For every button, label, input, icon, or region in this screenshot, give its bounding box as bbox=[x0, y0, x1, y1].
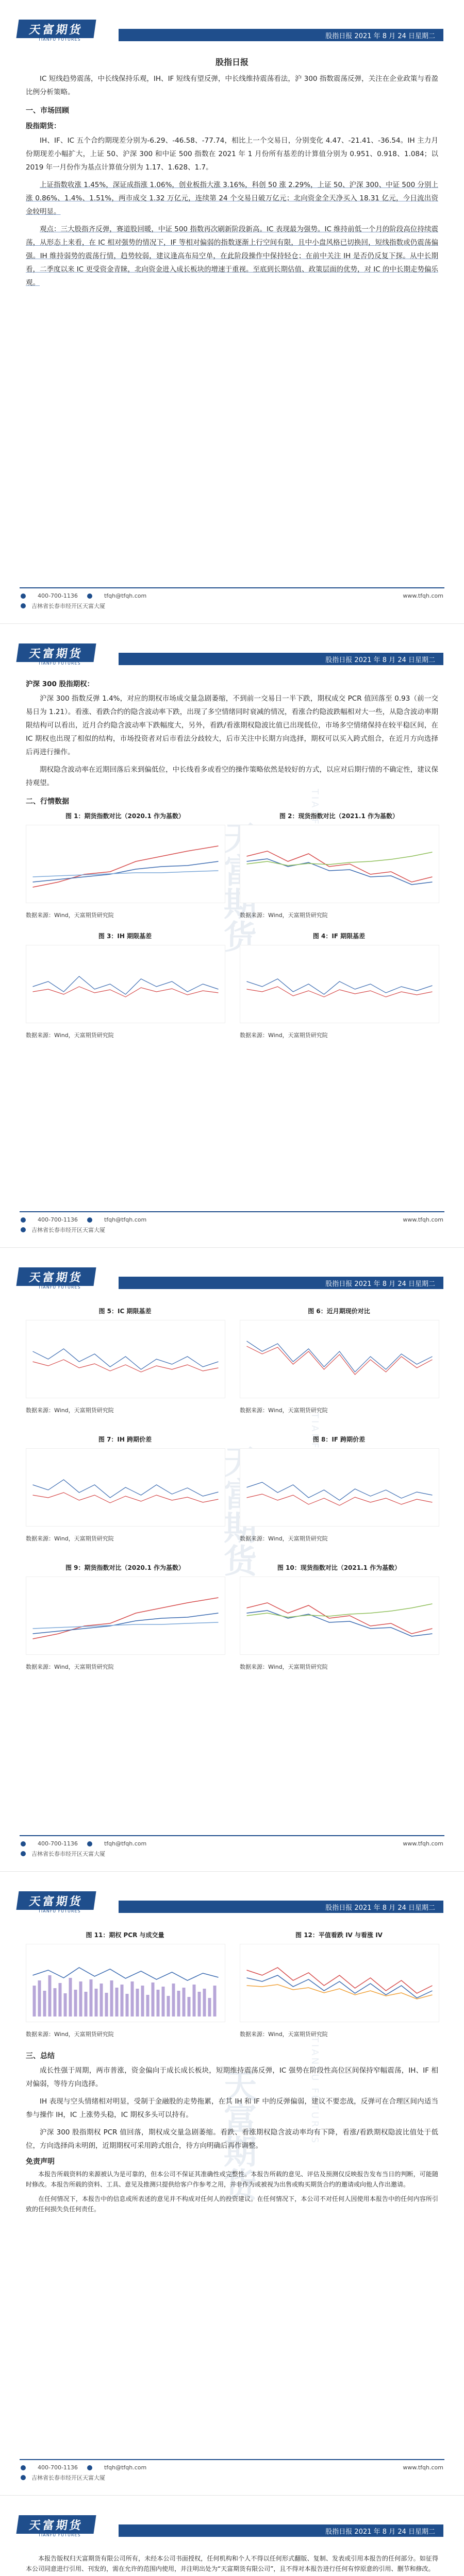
chart-figure-5 bbox=[26, 1320, 225, 1398]
figure-7: 图 7：IH 跨期价差 数据来源：Wind，天富期货研究院 bbox=[26, 1433, 224, 1546]
watermark-en: TIANFU FUTURES bbox=[309, 789, 320, 897]
page-footer: 400-700-1136 tfqh@tfqh.com 吉林省长春市经开区天富大厦 www.tfqh.com bbox=[0, 1211, 464, 1234]
figure-3: 图 3：IH 期限基差 数据来源：Wind，天富期货研究院 bbox=[26, 929, 224, 1042]
phone-icon bbox=[21, 594, 26, 599]
chart-figure-12 bbox=[240, 1944, 439, 2022]
website-link[interactable]: www.tfqh.com bbox=[403, 1840, 443, 1847]
figure-8: 图 8：IF 跨期价差 数据来源：Wind，天富期货研究院 bbox=[240, 1433, 438, 1546]
email-link[interactable]: tfqh@tfqh.com bbox=[104, 1216, 147, 1223]
figure-1: 图 1：期货指数对比（2020.1 作为基数） 数据来源：Wind，天富期货研究院 bbox=[26, 809, 224, 922]
email-icon bbox=[87, 594, 92, 599]
page-header bbox=[0, 2509, 464, 2540]
page-footer: 400-700-1136 tfqh@tfqh.com 吉林省长春市经开区天富大厦 www.tfqh.com bbox=[0, 2459, 464, 2482]
report-page-2 bbox=[0, 624, 464, 1248]
chart-figure-11 bbox=[26, 1944, 225, 2022]
chart-figure-1 bbox=[26, 825, 225, 903]
phone-icon bbox=[21, 2465, 26, 2470]
figure-12: 图 12：平值看跌 IV 与看涨 IV 数据来源：Wind，天富期货研究院 bbox=[240, 1928, 438, 2041]
paragraph-options-2: 期权隐含波动率在近期回落后来到偏低位，中长线看多或看空的操作策略依然是较好的方式，以应对后期行情的不确定性，建议保持观望。 bbox=[26, 766, 438, 787]
brand-logo: 天富期货 TIANFU FUTURES bbox=[18, 15, 115, 42]
summary-paragraph-3: 沪深 300 股指期权 PCR 值回落，期权成交量急剧萎缩。看跌、看涨期权隐含波动率均有下降，看涨/看跌期权隐波比值处于低位，方向选择尚未明朗，近期期权可采用跨式组合，待方向明确后再作调整。 bbox=[26, 2128, 438, 2150]
location-icon bbox=[21, 603, 26, 608]
watermark-en: TIANFU FUTURES bbox=[309, 2037, 320, 2145]
email-icon bbox=[87, 2465, 92, 2470]
brand-logo: 天富期货 TIANFU FUTURES bbox=[18, 2511, 115, 2538]
report-page-4 bbox=[0, 1872, 464, 2496]
intro-paragraph: IC 短线趋势震荡，中长线保持乐观，IH、IF 短线有望反弹，中长线维持震荡看法，沪 300 指数震荡反弹，关注在企业政策与看盈比例分析策略。 bbox=[26, 75, 438, 96]
website-link[interactable]: www.tfqh.com bbox=[403, 2464, 443, 2471]
phone-icon bbox=[21, 1217, 26, 1223]
subheading-options: 沪深 300 股指期权： bbox=[26, 680, 94, 688]
brand-logo: 天富期货 TIANFU FUTURES bbox=[18, 639, 115, 666]
chart-figure-9 bbox=[26, 1577, 225, 1655]
email-link[interactable]: tfqh@tfqh.com bbox=[104, 1840, 147, 1847]
watermark: 天富期货 bbox=[218, 821, 256, 953]
figure-2: 图 2：现货指数对比（2021.1 作为基数） 数据来源：Wind，天富期货研究院 bbox=[240, 809, 438, 922]
page-header bbox=[0, 637, 464, 668]
website-link[interactable]: www.tfqh.com bbox=[403, 592, 443, 599]
watermark: 天富期货 bbox=[218, 1445, 256, 1577]
phone-icon bbox=[21, 1841, 26, 1846]
brand-logo: 天富期货 TIANFU FUTURES bbox=[18, 1887, 115, 1914]
watermark: 天富期货 bbox=[218, 2069, 256, 2200]
chart-figure-10 bbox=[240, 1577, 439, 1655]
location-icon bbox=[21, 1851, 26, 1856]
figure-11: 图 11：期权 PCR 与成交量 数据来源：Wind，天富期货研究院 bbox=[26, 1928, 224, 2041]
paragraph-options: 沪深 300 指数反弹 1.4%，对应的期权市场成交量急剧萎缩，不到前一交易日一半下跌，期权成交 PCR 值回落至 0.93（前一交易日为 1.21）。看涨、看跌合约的隐含波动率下跌，出现了多空情绪同时衰减的情况，看涨合约隐波跌幅相对大一些，从隐含波动率期限结构可以看出，近月合约隐含波动率下跌幅度大，另外，看跌/看涨期权隐波比值已出现低位，市场多空情绪保持在较平稳区间，在 IC 期权也出现了相似的结构，市场投资者对后市看法分歧较大，后市关注中长期方向选择，期权可以买入跨式组合，在近月方向选择后再进行操作。 bbox=[26, 694, 438, 756]
chart-figure-4 bbox=[240, 945, 439, 1023]
disclaimer-paragraph-2: 在任何情况下，本报告中的信息或所表述的意见并不构成对任何人的投资建议。在任何情况下，本公司不对任何人因使用本报告中的任何内容所引致的任何损失负任何责任。 bbox=[26, 2195, 438, 2213]
report-page-3 bbox=[0, 1248, 464, 1872]
header-date-bar: 股指日报 2021 年 8 月 24 日星期二 bbox=[119, 1277, 443, 1289]
figure-10: 图 10：现货指数对比（2021.1 作为基数） 数据来源：Wind，天富期货研究院 bbox=[240, 1561, 438, 1674]
disclaimer-paragraph-1: 本报告所载资料的来源被认为是可靠的，但本公司不保证其准确性或完整性。本报告所载的意见、评估及预测仅反映报告发布当日的判断，可能随时修改。本报告所载的资料、工具、意见及推测只提供给客户作参考之用，并非作为或被视为出售或购买期货合约的邀请或向他人作出邀请。 bbox=[26, 2171, 438, 2188]
paragraph-view: 观点：三大股指齐反弹，赛道股回暖，中证 500 指数再次刷新阶段新高。IC 表现最为强势。IC 维持前低一个月的阶段高位持续震荡，从形态上来看，在 IC 相对强势的情况下，IF 等相对偏弱的指数逐渐上行空间有限，且中小盘风格已切换回，短线指数或仍震荡偏强。IH 维持弱势的震荡行情，趋势较弱，建议逢高布局空单，在此阶段操作中保持轻仓；在前中关注 IH 是否仍反复下探。从中长期看，二季度以来 IC 更受资金青睐，北向资金进入成长板块的增速于重视。至底到长期估值、政策层面的优势，对 IC 的中长期走势偏乐观。 bbox=[26, 225, 438, 287]
email-link[interactable]: tfqh@tfqh.com bbox=[104, 592, 147, 599]
section-heading-market-review: 一、市场回顾 bbox=[26, 107, 69, 115]
report-page-5 bbox=[0, 2496, 464, 2576]
paragraph-market: 上证指数收涨 1.45%，深证成指涨 1.06%，创业板指大涨 3.16%，科创 50 涨 2.29%，上证 50、沪深 300、中证 500 分别上涨 0.86%、1.4%、1.51%，两市成交 1.32 万亿元，连续第 24 个交易日破万亿元；北向资金全天净买入 18.31 亿元，今日流出资金较明显。 bbox=[26, 181, 438, 216]
figure-5: 图 5：IC 期限基差 数据来源：Wind，天富期货研究院 bbox=[26, 1304, 224, 1417]
figure-9: 图 9：期货指数对比（2020.1 作为基数） 数据来源：Wind，天富期货研究院 bbox=[26, 1561, 224, 1674]
header-date-bar: 股指日报 2021 年 8 月 24 日星期二 bbox=[119, 2524, 443, 2537]
subheading-futures: 股指期货： bbox=[26, 122, 61, 130]
chart-figure-3 bbox=[26, 945, 225, 1023]
header-date-bar: 股指日报 2021 年 8 月 24 日星期二 bbox=[119, 1901, 443, 1913]
figure-4: 图 4：IF 期限基差 数据来源：Wind，天富期货研究院 bbox=[240, 929, 438, 1042]
chart-figure-8 bbox=[240, 1448, 439, 1527]
location-icon bbox=[21, 2475, 26, 2480]
chart-figure-6 bbox=[240, 1320, 439, 1398]
chart-figure-2 bbox=[240, 825, 439, 903]
website-link[interactable]: www.tfqh.com bbox=[403, 1216, 443, 1223]
page-footer: 400-700-1136 tfqh@tfqh.com 吉林省长春市经开区天富大厦 www.tfqh.com bbox=[0, 587, 464, 610]
email-icon bbox=[87, 1841, 92, 1846]
figure-6: 图 6：近月期现价对比 数据来源：Wind，天富期货研究院 bbox=[240, 1304, 438, 1417]
email-link[interactable]: tfqh@tfqh.com bbox=[104, 2464, 147, 2471]
disclaimer-heading: 免责声明 bbox=[26, 2158, 55, 2166]
header-date-bar: 股指日报 2021 年 8 月 24 日星期二 bbox=[119, 653, 443, 665]
paragraph-basis: IH、IF、IC 五个合约期现差分别为-6.29、-46.58、-77.74，相比上一个交易日，分别变化 4.47、-21.41、-36.54。IH 主力月份期现差小幅扩大，上证 50、沪深 300 和中证 500 指数在 2021 年 1 月份所有基差的计算值分别为 0.951、0.918、1.084；以 2019 年一月份作为基点计算值分别为 1.17、1.628、1.7。 bbox=[26, 137, 438, 172]
header-date-bar: 股指日报 2021 年 8 月 24 日星期二 bbox=[119, 29, 443, 41]
section-heading-data: 二、行情数据 bbox=[26, 798, 69, 806]
location-icon bbox=[21, 1227, 26, 1232]
chart-figure-7 bbox=[26, 1448, 225, 1527]
watermark-en: TIANFU FUTURES bbox=[309, 1413, 320, 1521]
email-icon bbox=[87, 1217, 92, 1223]
page-header bbox=[0, 1885, 464, 1916]
brand-logo: 天富期货 TIANFU FUTURES bbox=[18, 1263, 115, 1290]
report-title: 股指日报 bbox=[215, 57, 248, 67]
disclaimer-paragraph-3: 本报告版权归天富期货有限公司所有，未经本公司书面授权，任何机构和个人不得以任何形式翻版、复制、发表或引用本报告的任何部分。如征得本公司同意进行引用、刊发的，需在允许的范围内使用，并注明出处为“天富期货有限公司”，且不得对本报告进行任何有悖原意的引用、删节和修改。 bbox=[26, 2555, 438, 2572]
section-heading-summary: 三、总结 bbox=[26, 2052, 55, 2060]
page-footer: 400-700-1136 tfqh@tfqh.com 吉林省长春市经开区天富大厦 www.tfqh.com bbox=[0, 1835, 464, 1858]
page-header bbox=[0, 13, 464, 44]
summary-paragraph-1: 成长性强于周期，两市普涨，资金偏向于成长成长板块，短期维持震荡反弹，IC 强势在阶段性高位区间保持窄幅震荡，IH、IF 相对偏弱，等待方向选择。 bbox=[26, 2066, 438, 2088]
summary-paragraph-2: IH 表现与空头情绪相对明显，受制于金融股的走势拖累，在其 IH 和 IF 中的反弹偏弱，建议不要恋战，反弹可在合理区间内适当参与操作 IH，IC 上涨势头稳，IC 期权多头可以持有。 bbox=[26, 2097, 438, 2119]
page-header bbox=[0, 1261, 464, 1292]
report-page-1 bbox=[0, 0, 464, 624]
